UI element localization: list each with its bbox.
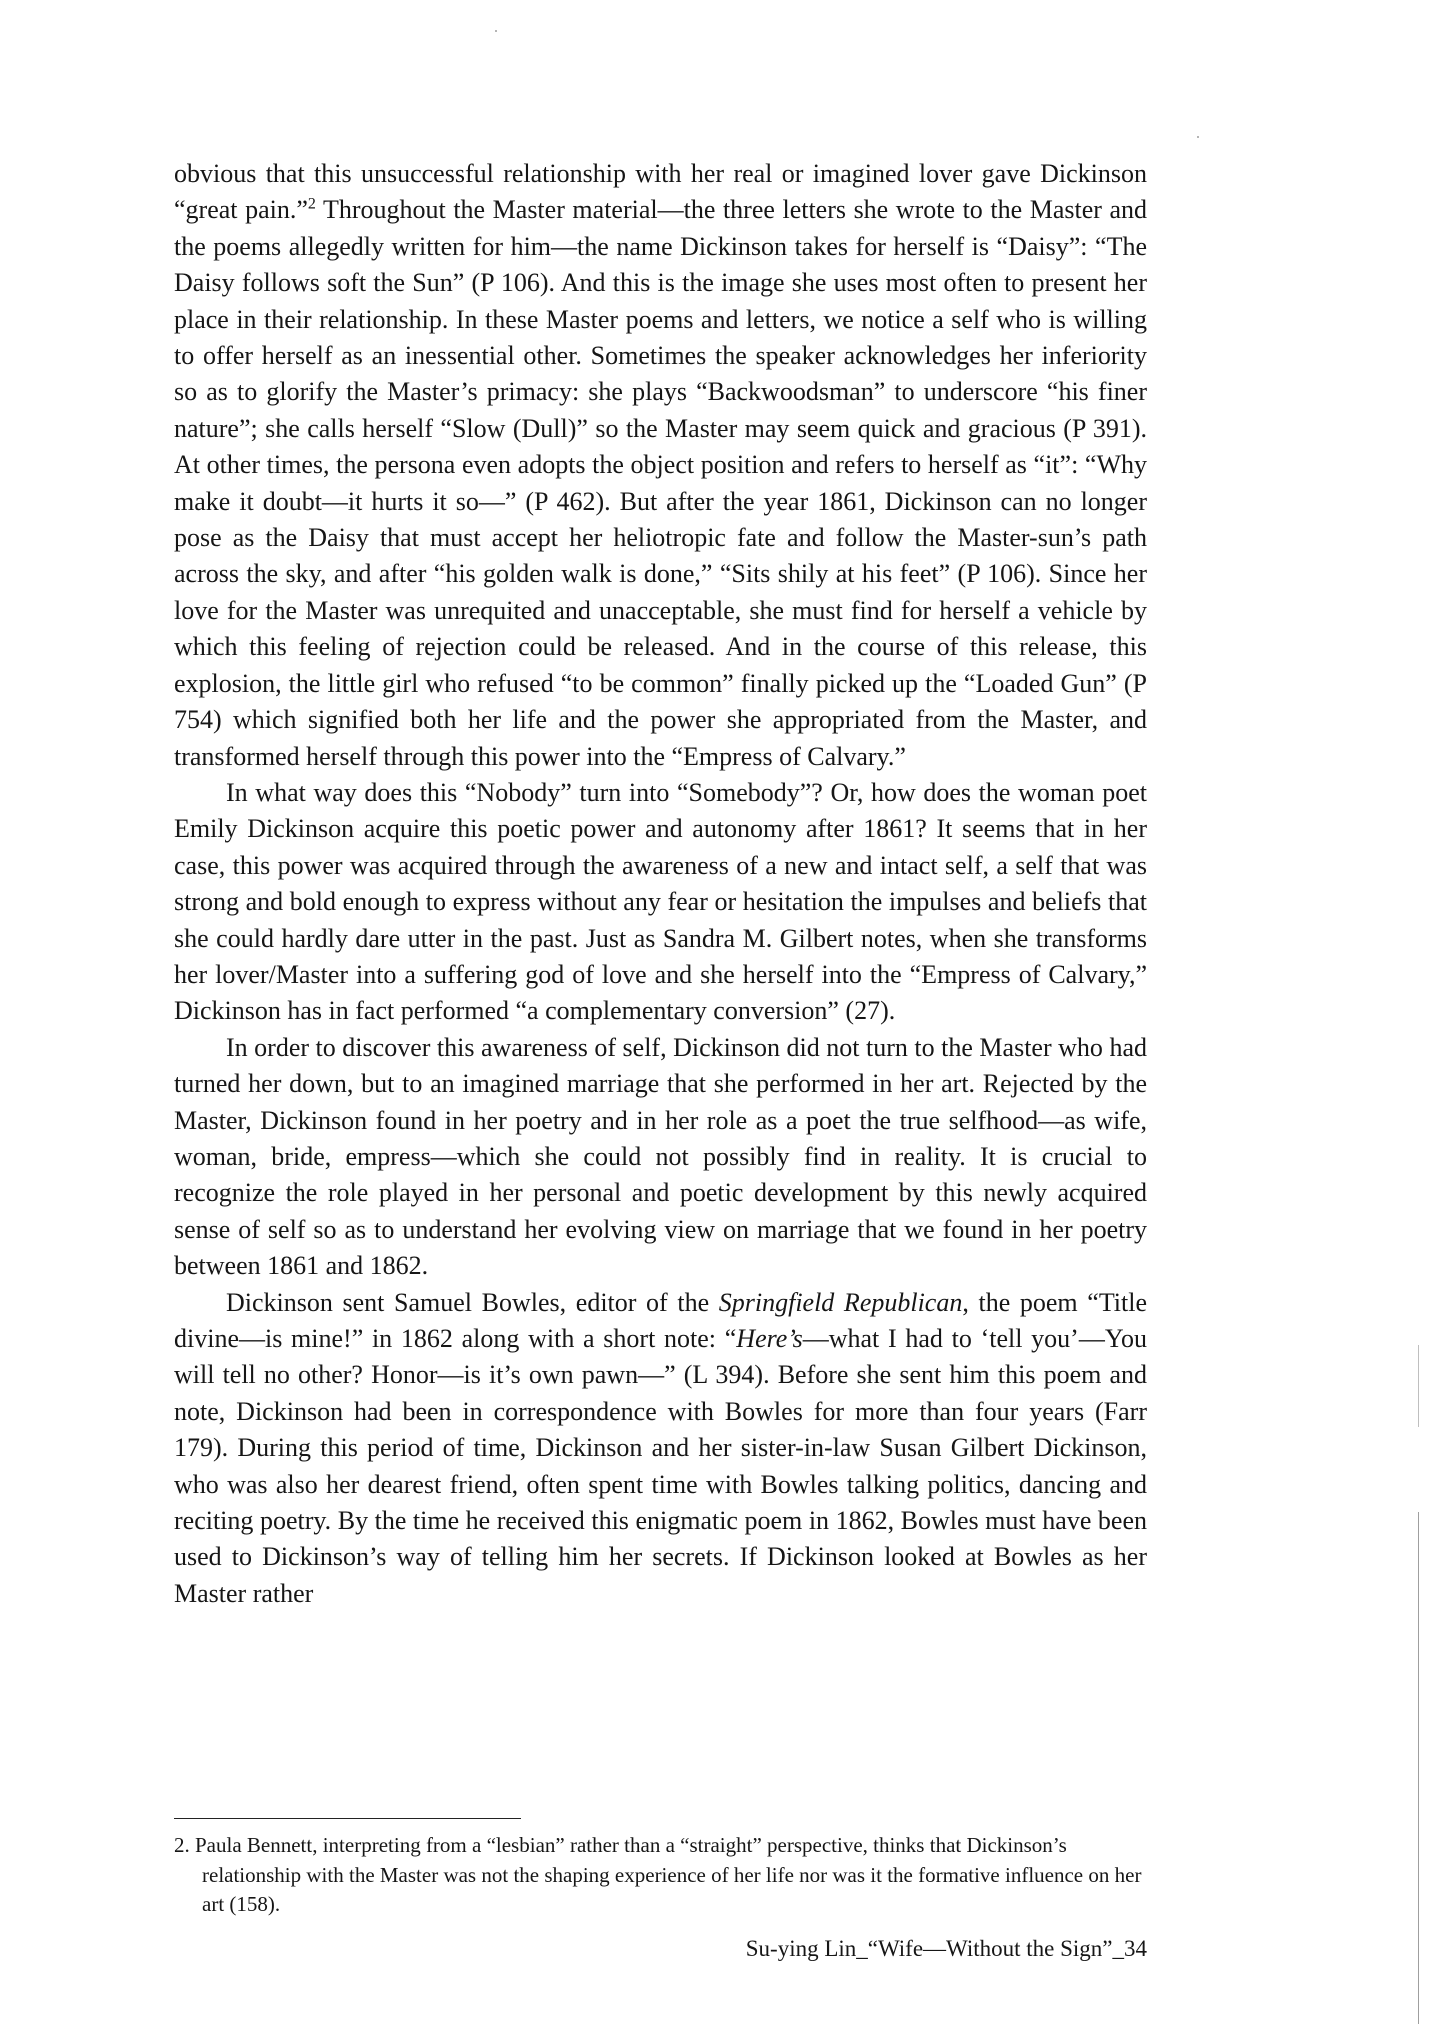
paragraph	[174, 156, 1147, 775]
body-text	[174, 156, 1147, 1612]
footnotes	[174, 1831, 1147, 1920]
text-run: Throughout the Master material—the three letters she wrote to the Master and the poems allegedly written for him—the name Dickinson takes for herself is “Daisy”: “The Daisy follows soft the Sun” (P 106). And this is the image she uses most often to present her place in their relationship. In these Master poems and letters, we notice a self who is willing to offer herself as an inessential other. Sometimes the speaker acknowledges her inferiority so as to glorify the Master’s primacy: she plays “Backwoodsman” to underscore “his finer nature”; she calls herself “Slow (Dull)” so the Master may seem quick and gracious (P 391). At other times, the persona even adopts the object position and refers to herself as “it”: “Why make it doubt—it hurts it so—” (P 462). But after the year 1861, Dickinson can no longer pose as the Daisy that must accept her heliotropic fate and follow the Master-sun’s path across the sky, and after “his golden walk is done,” “Sits shily at his feet” (P 106). Since her love for the Master was unrequited and unacceptable, she must find for herself a vehicle by which this feeling of rejection could be released. And in the course of this release, this explosion, the little girl who refused “to be common” finally picked up the “Loaded Gun” (P 754) which signified both her life and the power she appropriated from the Master, and transformed herself through this power into the “Empress of Calvary.”	[174, 195, 1148, 771]
italic-text: Here’s	[736, 1324, 803, 1353]
text-run: Dickinson sent Samuel Bowles, editor of the	[226, 1287, 719, 1317]
italic-title: Springfield Republican	[718, 1287, 963, 1317]
text-run: , the poem “Title divine—is mine!” in 1862 along with a short note: “	[174, 1287, 1148, 1353]
text-run: obvious that this unsuccessful relationship with her real or imagined lover gave Dickinson “great pain.”	[174, 159, 1147, 225]
text-run: In order to discover this awareness of self, Dickinson did not turn to the Master who had turned her down, but to an imagined marriage that she performed in her art. Rejected by the Master, Dickinson found in her poetry and in her role as a poet the true selfhood—as wife, woman, bride, empress—which she could not possibly find in reality. It is crucial to recognize the role played in her personal and poetic development by this newly acquired sense of self so as to understand her evolving view on marriage that we found in her poetry between 1861 and 1862.	[174, 1032, 1147, 1281]
scan-edge-artifact	[1418, 1512, 1419, 2024]
paragraph	[174, 775, 1147, 1030]
footnote: 2. Paula Bennett, interpreting from a “lesbian” rather than a “straight” perspective, thinks that Dickinson’s relationship with the Master was not the shaping experience of her life nor was it the formative influence on her art (158).	[174, 1833, 1142, 1916]
scan-speck	[495, 30, 497, 32]
scan-speck	[1197, 136, 1199, 138]
scan-edge-artifact	[1418, 1345, 1419, 1427]
text-run: —what I had to ‘tell you’—You will tell no other? Honor—is it’s own pawn—” (L 394). Before she sent him this poem and note, Dickinson had been in correspondence with Bowles for more than four years (Farr 179). During this period of time, Dickinson and her sister-in-law Susan Gilbert Dickinson, who was also her dearest friend, often spent time with Bowles talking politics, dancing and reciting poetry. By the time he received this enigmatic poem in 1862, Bowles must have been used to Dickinson’s way of telling him her secrets. If Dickinson looked at Bowles as her Master rather	[174, 1324, 1148, 1608]
paragraph	[174, 1030, 1147, 1285]
text-run: In what way does this “Nobody” turn into “Somebody”? Or, how does the woman poet Emily Dickinson acquire this poetic power and autonomy after 1861? It seems that in her case, this power was acquired through the awareness of a new and intact self, a self that was strong and bold enough to express without any fear or hesitation the impulses and beliefs that she could hardly dare utter in the past. Just as Sandra M. Gilbert notes, when she transforms her lover/Master into a suffering god of love and she herself into the “Empress of Calvary,” Dickinson has in fact performed “a complementary conversion” (27).	[174, 777, 1147, 1026]
running-footer: Su-ying Lin_“Wife—Without the Sign”_34	[745, 1936, 1147, 1961]
paragraph	[174, 1285, 1147, 1613]
footnote-marker: 2	[307, 195, 316, 213]
footnote-divider	[174, 1818, 521, 1819]
